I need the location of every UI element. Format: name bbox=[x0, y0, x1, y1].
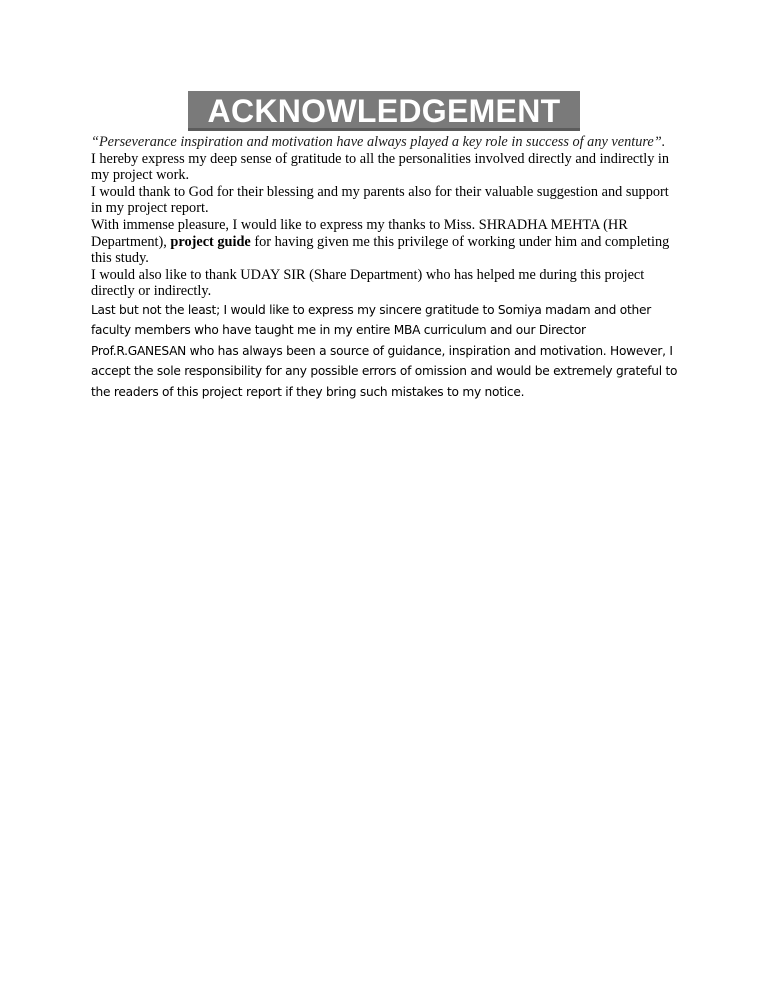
project-guide-bold: project guide bbox=[170, 233, 251, 250]
closing-line: Last but not the least; I would like to express my sincere gratitude to Somiya madam and other bbox=[91, 302, 651, 317]
closing-line: Prof.R.GANESAN who has always been a source of guidance, inspiration and motivation. However, I bbox=[91, 343, 673, 358]
paragraph-god-parents: I would thank to God for their blessing and my parents also for their valuable suggestion and support in my project report. bbox=[91, 183, 669, 217]
paragraph-project-guide-end: for having given me this privilege of working under him and completing this study. bbox=[91, 233, 670, 267]
title-banner bbox=[188, 91, 580, 131]
page-title: ACKNOWLEDGEMENT bbox=[207, 93, 561, 129]
quote-text: “Perseverance inspiration and motivation have always played a key role in success of any venture”. bbox=[91, 134, 666, 150]
paragraph-project-guide bbox=[91, 217, 677, 267]
closing-line: faculty members who have taught me in my entire MBA curriculum and our Director bbox=[91, 323, 586, 338]
paragraph-uday-sir: I would also like to thank UDAY SIR (Share Department) who has helped me during this project directly or indirectly. bbox=[91, 266, 645, 300]
closing-line: the readers of this project report if they bring such mistakes to my notice. bbox=[91, 384, 525, 399]
document-body bbox=[91, 134, 677, 402]
paragraph-gratitude: I hereby express my deep sense of gratitude to all the personalities involved directly and indirectly in my project work. bbox=[91, 150, 670, 184]
paragraph-project-guide-start: With immense pleasure, I would like to express my thanks to Miss. SHRADHA MEHTA (HR Department), bbox=[91, 216, 628, 250]
paragraph-closing bbox=[91, 300, 677, 403]
closing-line: accept the sole responsibility for any possible errors of omission and would be extremely grateful to bbox=[91, 364, 678, 379]
